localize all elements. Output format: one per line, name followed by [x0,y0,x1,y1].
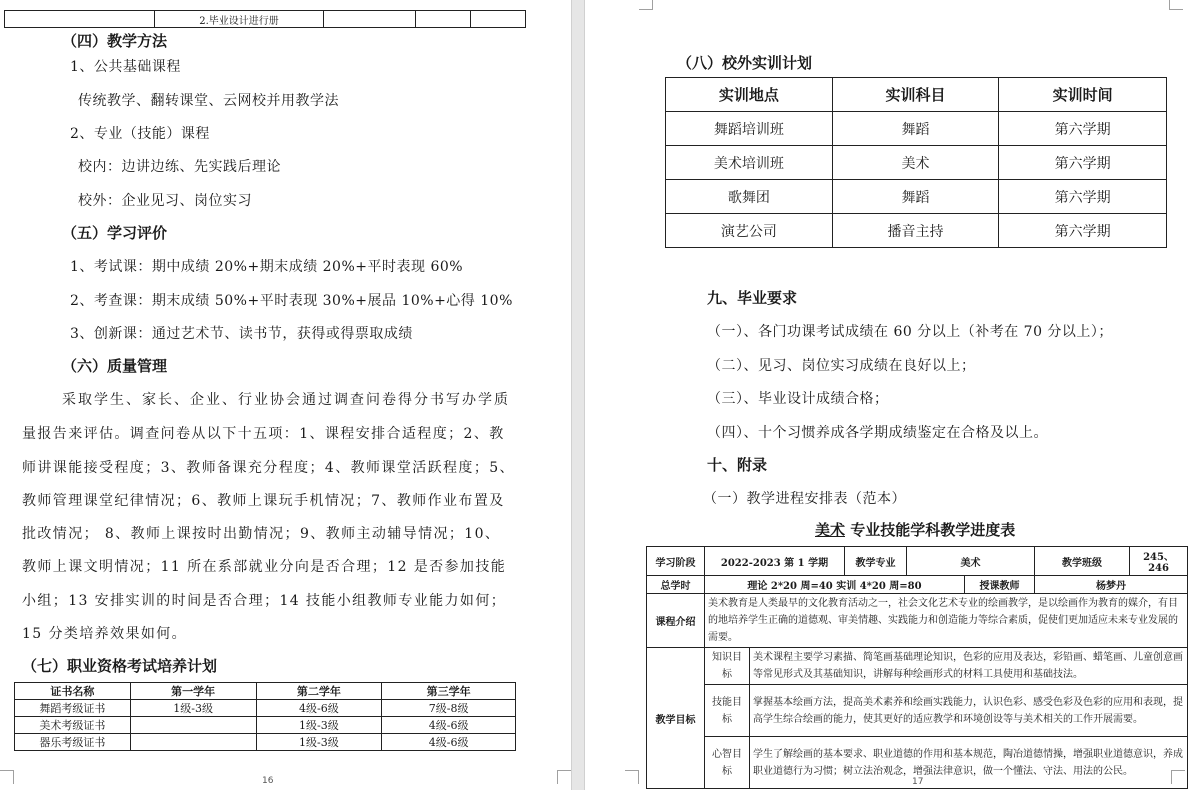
label-cell: 教学班级 [1035,547,1130,576]
page-number: 16 [262,776,274,786]
heading-offsite-training: （八）校外实训计划 [677,54,813,72]
column-header: 第一学年 [130,683,256,700]
table-row [15,734,516,751]
cell: 4级-6级 [382,734,516,751]
cell [324,11,416,28]
list-item: 1、公共基础课程 [70,59,181,75]
crop-mark [639,0,653,10]
schedule-title [815,519,1015,540]
value-cell: 杨梦丹 [1035,576,1188,594]
label-cell: 课程介绍 [647,594,705,648]
list-item: 3、创新课：通过艺术节、读书节，获得或得票取成绩 [70,326,413,342]
cell: 美术考级证书 [15,717,131,734]
label-cell: 学习阶段 [647,547,705,576]
list-item: 2、考查课：期末成绩 50%+平时表现 30%+展品 10%+心得 10% [70,293,513,309]
course-intro-text: 美术教育是人类最早的文化教育活动之一，社会文化艺术专业的绘画教学，是以绘画作为教育的媒介，有目的地培养学生正确的道德观、审美情趣、实践能力和创造能力等综合素质，促使们更加适应未来专业发展的需要。 [705,594,1188,648]
cell: 第六学期 [999,146,1167,180]
list-item: 1、考试课：期中成绩 20%+期末成绩 20%+平时表现 60% [70,259,464,275]
heading-graduation-requirements: 九、毕业要求 [707,289,798,307]
table-row [15,700,516,717]
table-row [666,180,1167,214]
cell [471,11,526,28]
cell [130,734,256,751]
value-cell: 245、246 [1130,547,1188,576]
list-item: （一）、各门功课考试成绩在 60 分以上（补考在 70 分以上）； [707,324,1113,340]
column-header: 实训科目 [832,78,999,112]
value-cell: 美术 [907,547,1035,576]
heading-teaching-methods: （四）教学方法 [62,32,168,50]
cell: 2.毕业设计进行册 [154,11,324,28]
sub-label-cell: 知识目标 [705,648,750,685]
cell: 4级-6级 [382,717,516,734]
list-item: （四）、十个习惯养成各学期成绩鉴定在合格及以上。 [707,425,1048,441]
cell: 美术 [832,146,999,180]
top-strip-table [4,10,526,28]
label-cell: 总学时 [647,576,705,594]
crop-mark [0,770,14,784]
crop-mark [557,770,571,784]
paragraph-line: 量报告来评估。调查问卷从以下十五项：1、课程安排合适程度；2、教 [22,426,505,442]
paragraph-line: 师讲课能接受程度；3、教师备课充分程度；4、教师课堂活跃程度；5、 [22,460,515,476]
cell: 舞蹈 [832,112,999,146]
cell: 舞蹈培训班 [666,112,833,146]
knowledge-goal-text: 美术课程主要学习素描、简笔画基础理论知识，色彩的应用及表达，彩铅画、蜡笔画、儿童创意画等常见形式及其基础知识，讲解每种绘画形式的材料工具使用和基础技法。 [750,648,1188,685]
cell: 4级-6级 [256,700,382,717]
page-17 [585,0,1199,790]
paragraph-line: 教师上课文明情况；11 所在系部就业分向是否合理；12 是否参加技能 [22,559,507,575]
sub-label-cell: 技能目标 [705,685,750,737]
sub-label-cell: 心智目标 [705,737,750,789]
cell: 器乐考级证书 [15,734,131,751]
list-item: （二）、见习、岗位实习成绩在良好以上； [707,358,976,374]
cell: 1级-3级 [256,734,382,751]
cell: 第六学期 [999,214,1167,248]
cell [416,11,471,28]
cell: 播音主持 [832,214,999,248]
paragraph-line: 小组；13 安排实训的时间是否合理；14 技能小组教师专业能力如何； [22,593,507,609]
list-item: （三）、毕业设计成绩合格； [707,391,889,407]
heading-quality: （六）质量管理 [62,357,168,375]
crop-mark [1169,0,1183,10]
label-cell: 教学专业 [845,547,907,576]
list-item-text: 校内：边讲边练、先实践后理论 [78,159,281,175]
paragraph-line: 15 分类培养效果如何。 [22,626,188,642]
cell: 演艺公司 [666,214,833,248]
cell: 第六学期 [999,180,1167,214]
cell: 歌舞团 [666,180,833,214]
cell: 1级-3级 [130,700,256,717]
column-header: 第三学年 [382,683,516,700]
value-cell: 2022-2023 第 1 学期 [705,547,845,576]
list-item: 2、专业（技能）课程 [70,126,210,142]
cell [130,717,256,734]
label-cell: 教学目标 [647,648,705,789]
paragraph-line: 教师管理课堂纪律情况；6、教师上课玩手机情况；7、教师作业布置及 [22,493,505,509]
value-cell: 理论 2*20 周=40 实训 4*20 周=80 [705,576,965,594]
table-row [666,112,1167,146]
mind-goal-text: 学生了解绘画的基本要求、职业道德的作用和基本规范，陶冶道德情操，增强职业道德意识，养成职业道德行为习惯；树立法治观念，增强法律意识，做一个懂法、守法、用法的公民。 [750,737,1188,789]
table-row [15,717,516,734]
crop-mark [625,770,639,784]
column-header: 实训时间 [999,78,1167,112]
cell: 美术培训班 [666,146,833,180]
cell: 第六学期 [999,112,1167,146]
cell: 7级-8级 [382,700,516,717]
paragraph-line: 采取学生、家长、企业、行业协会通过调查问卷得分书写办学质 [62,392,510,408]
training-table [665,77,1167,248]
label-cell: 授课教师 [965,576,1035,594]
cell: 舞蹈考级证书 [15,700,131,717]
page-gutter [571,0,585,790]
schedule-title-rest: 专业技能学科教学进度表 [845,521,1016,539]
paragraph-line: 批改情况； 8、教师上课按时出勤情况；9、教师主动辅导情况；10、 [22,526,501,542]
page-16 [0,0,571,790]
cell: 舞蹈 [832,180,999,214]
column-header: 实训地点 [666,78,833,112]
list-item-text: 校外：企业见习、岗位实习 [78,193,252,209]
cell [5,11,155,28]
heading-certification: （七）职业资格考试培养计划 [22,657,218,675]
schedule-table [646,546,1188,789]
table-row [666,214,1167,248]
skill-goal-text: 掌握基本绘画方法，提高美术素养和绘画实践能力，认识色彩、感受色彩及色彩的应用和表现，提高学生综合绘画的能力，使其更好的适应教学和环境创设等与美术相关的工作开展需要。 [750,685,1188,737]
schedule-title-major: 美术 [815,521,846,539]
heading-evaluation: （五）学习评价 [62,224,168,242]
page-number: 17 [912,777,924,787]
table-row [666,146,1167,180]
list-item-text: 传统教学、翻转课堂、云网校并用教学法 [78,93,339,109]
column-header: 第二学年 [256,683,382,700]
column-header: 证书名称 [15,683,131,700]
certification-table [14,682,516,751]
heading-appendix: 十、附录 [707,456,768,474]
cell: 1级-3级 [256,717,382,734]
appendix-item: （一）教学进程安排表（范本） [703,491,906,507]
